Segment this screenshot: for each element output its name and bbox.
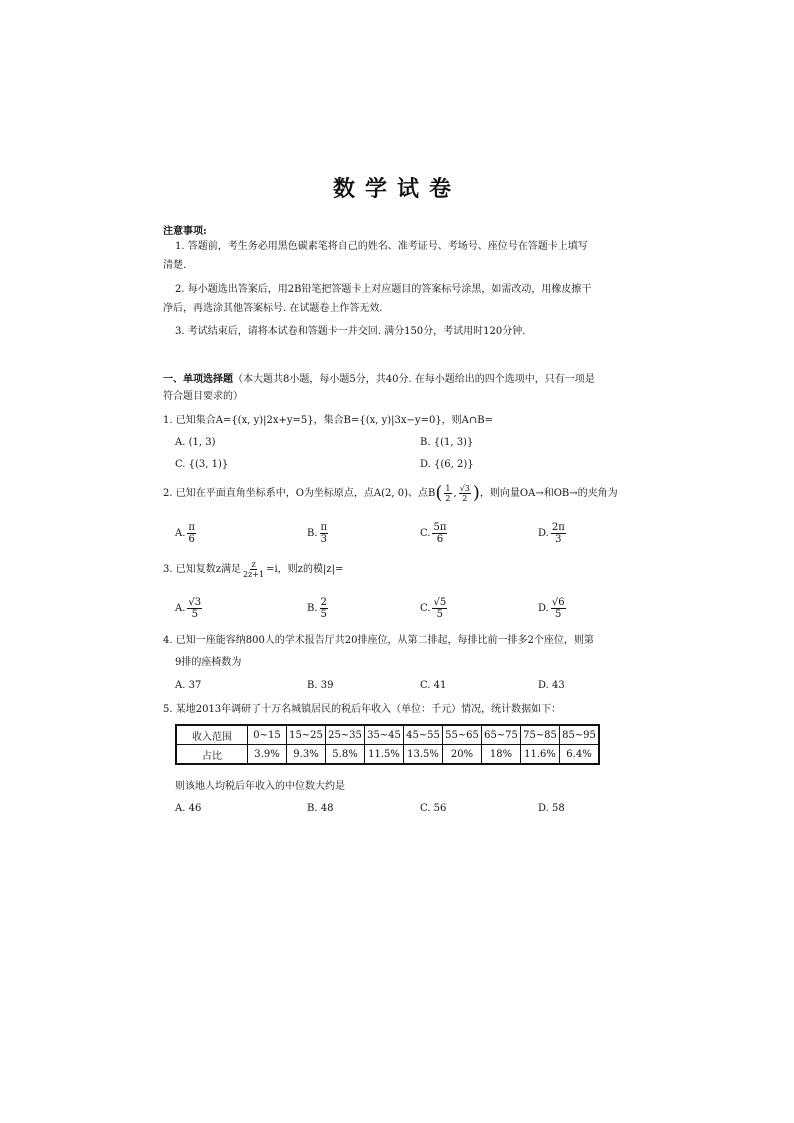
q1-option-a: A. (1, 3)	[175, 437, 216, 448]
q3-option-a: A. $\frac{√3}{5}$	[175, 597, 202, 620]
range-cell: 0~15	[248, 725, 287, 745]
share-cell: 5.8%	[326, 745, 365, 765]
q2-option-c: C. $\frac{5\pi}{6}$	[420, 522, 447, 545]
q4-option-d: D. 43	[538, 680, 565, 691]
share-cell: 13.5%	[404, 745, 443, 765]
page-title: 数学试卷	[332, 176, 461, 202]
notice-item-3: 3. 考试结束后，请将本试卷和答题卡一并交回. 满分150分，考试用时120分钟.	[175, 326, 526, 337]
q1-option-b: B. {(1, 3)}	[420, 437, 474, 448]
q2-stem-post: ，则向量OA→和OB→的夹角为	[479, 488, 618, 499]
q3-option-d: D. $\frac{√6}{5}$	[538, 597, 565, 620]
q2-stem: 2. 已知在平面直角坐标系中，O为坐标原点，点A(2, 0)、点B( $\frac{1}{2}$ , $\frac{√3}{2}$ )，则向量OA→和OB→的夹角为	[163, 482, 618, 504]
share-cell: 6.4%	[560, 745, 600, 765]
notice-item-1-line-1: 1. 答题前，考生务必用黑色碳素笔将自己的姓名、准考证号、考场号、座位号在答题卡上填写	[175, 241, 588, 252]
share-cell: 20%	[443, 745, 482, 765]
share-cell: 11.6%	[521, 745, 560, 765]
section-1-heading-line-1	[163, 370, 595, 385]
q4-option-a: A. 37	[175, 680, 202, 691]
q2-b-x: $\frac{1}{2}$	[445, 484, 451, 503]
notice-item-1-line-2: 清楚.	[163, 260, 187, 271]
range-cell: 45~55	[404, 725, 443, 745]
q3-stem	[163, 560, 343, 579]
q3-option-c: C. $\frac{√5}{5}$	[420, 597, 447, 620]
table-row	[176, 745, 599, 765]
share-cell: 18%	[482, 745, 521, 765]
q5-stem: 5. 某地2013年调研了十万名城镇居民的税后年收入（单位：千元）情况，统计数据如下：	[163, 704, 562, 715]
notice-heading: 注意事项:	[163, 226, 207, 237]
q5-option-a: A. 46	[175, 803, 202, 814]
q3-stem-post: =i，则z的模|z|=	[266, 564, 344, 575]
q2-b-y: $\frac{√3}{2}$	[459, 484, 470, 503]
q5-option-d: D. 58	[538, 803, 565, 814]
q5-option-b: B. 48	[307, 803, 334, 814]
q3-stem-pre: 3. 已知复数z满足	[163, 564, 241, 575]
q1-option-d: D. {(6, 2)}	[420, 459, 474, 470]
q2-option-b: B. $\frac{\pi}{3}$	[307, 522, 328, 545]
table-header-cell: 收入范围	[176, 725, 248, 745]
q3-option-b: B. $\frac{2}{5}$	[307, 597, 327, 620]
q4-option-b: B. 39	[307, 680, 334, 691]
q5-question: 则该地人均税后年收入的中位数大约是	[175, 781, 345, 792]
q2-option-d: D. $\frac{2\pi}{3}$	[538, 522, 565, 545]
notice-item-2-line-2: 净后，再选涂其他答案标号. 在试题卷上作答无效.	[163, 303, 383, 314]
range-cell: 25~35	[326, 725, 365, 745]
share-cell: 11.5%	[365, 745, 404, 765]
notice-item-2-line-1: 2. 每小题选出答案后，用2B铅笔把答题卡上对应题目的答案标号涂黑，如需改动，用橡皮擦干	[175, 284, 592, 295]
share-cell: 9.3%	[287, 745, 326, 765]
share-cell: 3.9%	[248, 745, 287, 765]
q4-option-c: C. 41	[420, 680, 447, 691]
q1-stem: 1. 已知集合A={(x, y)|2x+y=5}，集合B={(x, y)|3x−y=0}，则A∩B=	[163, 415, 494, 426]
q1-option-c: C. {(3, 1)}	[175, 459, 229, 470]
q3-fraction: $\frac{z}{2z+1}$	[243, 560, 265, 579]
range-cell: 55~65	[443, 725, 482, 745]
table-row	[176, 725, 599, 745]
q5-option-c: C. 56	[420, 803, 447, 814]
income-table	[175, 724, 600, 765]
section-1-title: 一、单项选择题	[163, 374, 233, 385]
table-header-cell: 占比	[176, 745, 248, 765]
q2-stem-pre: 2. 已知在平面直角坐标系中，O为坐标原点，点A(2, 0)、点B	[163, 488, 436, 499]
range-cell: 75~85	[521, 725, 560, 745]
range-cell: 35~45	[365, 725, 404, 745]
q2-option-a: A. $\frac{\pi}{6}$	[175, 522, 195, 545]
section-1-desc: （本大题共8小题，每小题5分，共40分. 在每小题给出的四个选项中，只有一项是	[233, 374, 595, 385]
q4-stem-line-1: 4. 已知一座能容纳800人的学术报告厅共20排座位，从第二排起，每排比前一排多2个座位，则第	[163, 635, 594, 646]
range-cell: 15~25	[287, 725, 326, 745]
section-1-desc-line-2: 符合题目要求的）	[163, 391, 243, 402]
range-cell: 85~95	[560, 725, 600, 745]
q4-stem-line-2: 9排的座椅数为	[175, 657, 242, 668]
range-cell: 65~75	[482, 725, 521, 745]
